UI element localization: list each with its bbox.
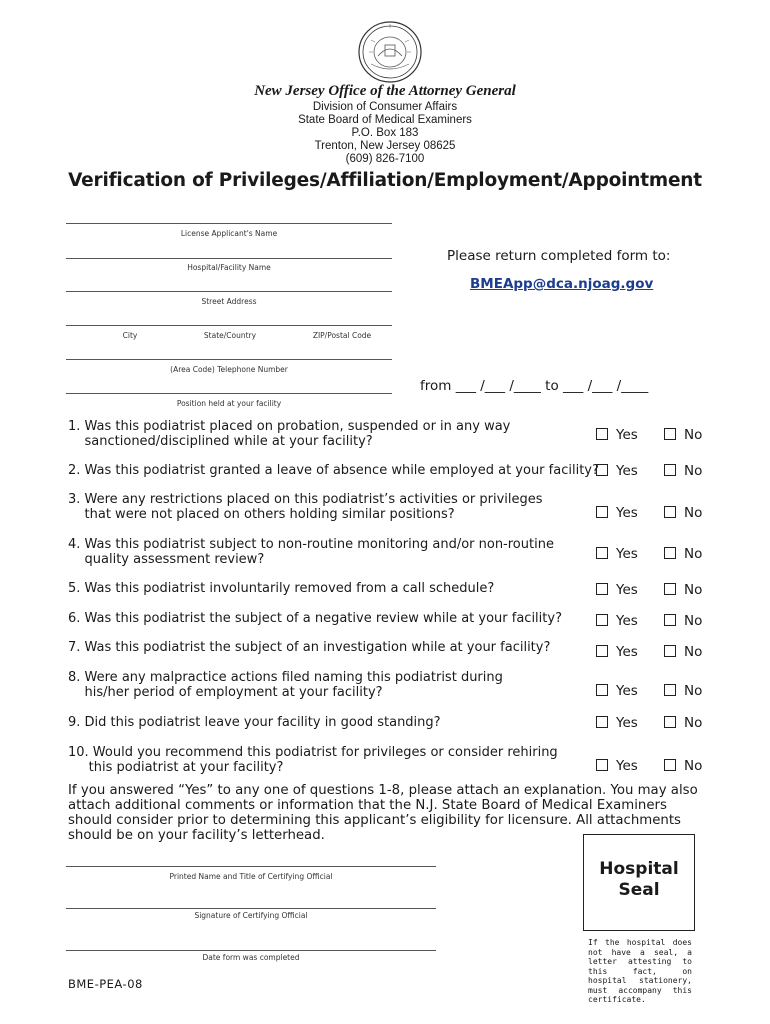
checkbox-icon[interactable]: [664, 547, 676, 559]
checkbox-icon[interactable]: [596, 645, 608, 657]
applicant-name-caption: License Applicant's Name: [180, 229, 278, 238]
checkbox-icon[interactable]: [596, 547, 608, 559]
question-5: 5. Was this podiatrist involuntarily removed from a call schedule?: [68, 581, 495, 596]
q1-no-option[interactable]: No: [664, 427, 702, 443]
q8-yes-option[interactable]: Yes: [596, 683, 638, 699]
q6-no-option[interactable]: No: [664, 613, 702, 629]
checkbox-icon[interactable]: [596, 759, 608, 771]
q2-yes-option[interactable]: Yes: [596, 463, 638, 479]
printed-name-field[interactable]: [66, 866, 436, 867]
checkbox-icon[interactable]: [664, 583, 676, 595]
telephone-caption: (Area Code) Telephone Number: [170, 365, 288, 374]
checkbox-icon[interactable]: [664, 716, 676, 728]
signature-field[interactable]: [66, 908, 436, 909]
q5-no-option[interactable]: No: [664, 582, 702, 598]
checkbox-icon[interactable]: [664, 464, 676, 476]
checkbox-icon[interactable]: [596, 614, 608, 626]
checkbox-icon[interactable]: [596, 428, 608, 440]
state-seal-emblem: [357, 20, 423, 84]
checkbox-icon[interactable]: [664, 759, 676, 771]
question-10: 10. Would you recommend this podiatrist for privileges or consider rehiring this podiatrist at your facility?: [68, 745, 558, 775]
q5-yes-option[interactable]: Yes: [596, 582, 638, 598]
q1-yes-option[interactable]: Yes: [596, 427, 638, 443]
question-3: 3. Were any restrictions placed on this podiatrist’s activities or privileges that were not placed on others holding similar positions?: [68, 492, 543, 522]
date-range-field[interactable]: from ___ /___ /____ to ___ /___ /____: [420, 378, 649, 394]
checkbox-icon[interactable]: [664, 614, 676, 626]
q9-yes-option[interactable]: Yes: [596, 715, 638, 731]
seal-label-line1: Hospital: [599, 859, 679, 879]
question-6: 6. Was this podiatrist the subject of a negative review while at your facility?: [68, 611, 562, 626]
checkbox-icon[interactable]: [596, 583, 608, 595]
checkbox-icon[interactable]: [664, 506, 676, 518]
city-address: Trenton, New Jersey 08625: [314, 140, 456, 152]
q6-yes-option[interactable]: Yes: [596, 613, 638, 629]
checkbox-icon[interactable]: [596, 684, 608, 696]
return-instructions: Please return completed form to:: [447, 248, 671, 264]
explanation-note: If you answered “Yes” to any one of questions 1-8, please attach an explanation. You may also attach additional comments or information that the N.J. State Board of Medical Examiners should consider prior to determining this applicant’s eligibility for licensure. All attachments should be on your facility’s letterhead.: [68, 783, 698, 843]
question-4: 4. Was this podiatrist subject to non-routine monitoring and/or non-routine quality assessment review?: [68, 537, 554, 567]
question-7: 7. Was this podiatrist the subject of an investigation while at your facility?: [68, 640, 551, 655]
city-state-zip-field[interactable]: [66, 325, 392, 326]
q9-no-option[interactable]: No: [664, 715, 702, 731]
telephone-field[interactable]: [66, 359, 392, 360]
q3-yes-option[interactable]: Yes: [596, 505, 638, 521]
city-caption: City: [122, 331, 138, 340]
zip-caption: ZIP/Postal Code: [312, 331, 372, 340]
q3-no-option[interactable]: No: [664, 505, 702, 521]
state-caption: State/Country: [203, 331, 257, 340]
q8-no-option[interactable]: No: [664, 683, 702, 699]
applicant-name-field[interactable]: [66, 223, 392, 224]
agency-name: New Jersey Office of the Attorney General: [254, 83, 516, 99]
phone-number: (609) 826-7100: [345, 153, 425, 165]
q7-yes-option[interactable]: Yes: [596, 644, 638, 660]
seal-label-line2: Seal: [618, 880, 660, 900]
street-address-caption: Street Address: [201, 297, 257, 306]
checkbox-icon[interactable]: [596, 716, 608, 728]
checkbox-icon[interactable]: [664, 428, 676, 440]
division-name: Division of Consumer Affairs: [312, 101, 458, 113]
question-1: 1. Was this podiatrist placed on probation, suspended or in any way sanctioned/disciplined while at your facility?: [68, 419, 511, 449]
q7-no-option[interactable]: No: [664, 644, 702, 660]
q2-no-option[interactable]: No: [664, 463, 702, 479]
seal-instruction-note: If the hospital does not have a seal, a letter attesting to this fact, on hospital stationery, must accompany this certificate.: [588, 938, 692, 1004]
board-name: State Board of Medical Examiners: [298, 114, 472, 126]
position-caption: Position held at your facility: [176, 399, 282, 408]
q10-no-option[interactable]: No: [664, 758, 702, 774]
return-email-link[interactable]: BMEApp@dca.njoag.gov: [470, 276, 654, 292]
street-address-field[interactable]: [66, 291, 392, 292]
facility-name-field[interactable]: [66, 258, 392, 259]
checkbox-icon[interactable]: [664, 645, 676, 657]
checkbox-icon[interactable]: [596, 506, 608, 518]
checkbox-icon[interactable]: [596, 464, 608, 476]
q4-no-option[interactable]: No: [664, 546, 702, 562]
date-completed-field[interactable]: [66, 950, 436, 951]
q10-yes-option[interactable]: Yes: [596, 758, 638, 774]
q4-yes-option[interactable]: Yes: [596, 546, 638, 562]
question-9: 9. Did this podiatrist leave your facility in good standing?: [68, 715, 441, 730]
form-number: BME-PEA-08: [68, 977, 143, 991]
facility-name-caption: Hospital/Facility Name: [187, 263, 271, 272]
form-title: Verification of Privileges/Affiliation/Employment/Appointment: [68, 170, 702, 191]
po-box: P.O. Box 183: [351, 127, 419, 139]
position-field[interactable]: [66, 393, 392, 394]
question-2: 2. Was this podiatrist granted a leave of absence while employed at your facility?: [68, 463, 599, 478]
hospital-seal-box: [583, 834, 695, 931]
printed-name-caption: Printed Name and Title of Certifying Official: [169, 872, 333, 881]
question-8: 8. Were any malpractice actions filed naming this podiatrist during his/her period of employment at your facility?: [68, 670, 503, 700]
date-completed-caption: Date form was completed: [202, 953, 300, 962]
checkbox-icon[interactable]: [664, 684, 676, 696]
signature-caption: Signature of Certifying Official: [194, 911, 308, 920]
